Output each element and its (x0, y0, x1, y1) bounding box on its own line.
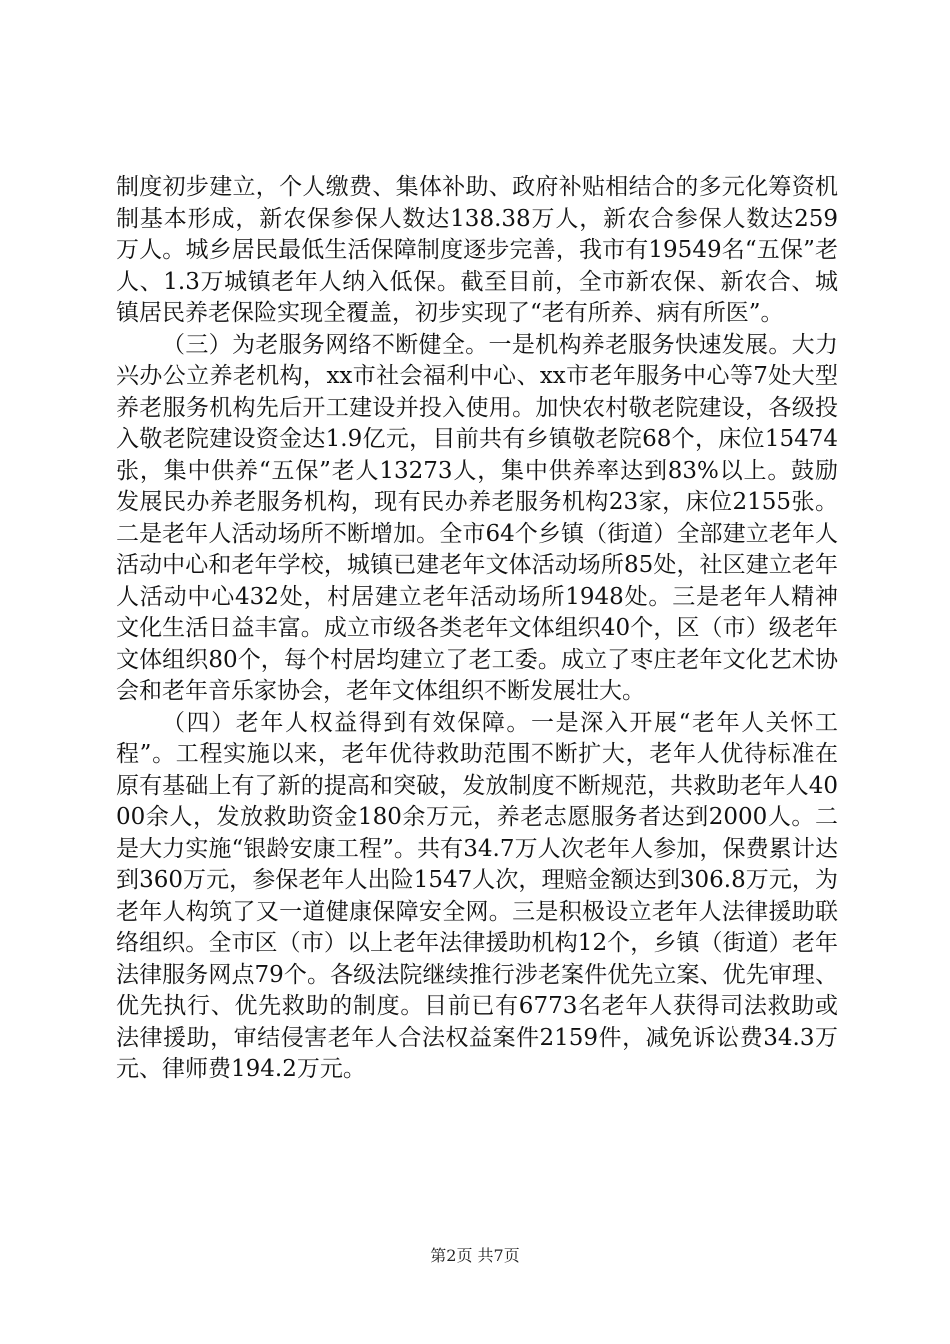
body-text (116, 172, 838, 1086)
paragraph-section-four: （四）老年人权益得到有效保障。一是深入开展“老年人关怀工程”。工程实施以来，老年优待救助范围不断扩大，老年人优待标准在原有基础上有了新的提高和突破，发放制度不断规范，共救助老年人4000余人，发放救助资金180余万元，养老志愿服务者达到2000人。二是大力实施“银龄安康工程”。共有34.7万人次老年人参加，保费累计达到360万元，参保老年人出险1547人次，理赔金额达到306.8万元，为老年人构筑了又一道健康保障安全网。三是积极设立老年人法律援助联络组织。全市区（市）以上老年法律援助机构12个，乡镇（街道）老年法律服务网点79个。各级法院继续推行涉老案件优先立案、优先审理、优先执行、优先救助的制度。目前已有6773名老年人获得司法救助或法律援助，审结侵害老年人合法权益案件2159件，减免诉讼费34.3万元、律师费194.2万元。 (116, 709, 838, 1082)
paragraph-continued: 制度初步建立，个人缴费、集体补助、政府补贴相结合的多元化筹资机制基本形成，新农保参保人数达138.38万人，新农合参保人数达259万人。城乡居民最低生活保障制度逐步完善，我市有19549名“五保”老人、1.3万城镇老年人纳入低保。截至目前，全市新农保、新农合、城镇居民养老保险实现全覆盖，初步实现了“老有所养、病有所医”。 (116, 174, 838, 326)
page-footer (0, 1246, 950, 1266)
paragraph-section-three: （三）为老服务网络不断健全。一是机构养老服务快速发展。大力兴办公立养老机构，xx市社会福利中心、xx市老年服务中心等7处大型养老服务机构先后开工建设并投入使用。加快农村敬老院建设，各级投入敬老院建设资金达1.9亿元，目前共有乡镇敬老院68个，床位15474张，集中供养“五保”老人13273人，集中供养率达到83%以上。鼓励发展民办养老服务机构，现有民办养老服务机构23家，床位2155张。二是老年人活动场所不断增加。全市64个乡镇（街道）全部建立老年人活动中心和老年学校，城镇已建老年文体活动场所85处，社区建立老年人活动中心432处，村居建立老年活动场所1948处。三是老年人精神文化生活日益丰富。成立市级各类老年文体组织40个，区（市）级老年文体组织80个，每个村居均建立了老工委。成立了枣庄老年文化艺术协会和老年音乐家协会，老年文体组织不断发展壮大。 (116, 331, 838, 704)
page-number: 第2页 共7页 (430, 1246, 520, 1265)
